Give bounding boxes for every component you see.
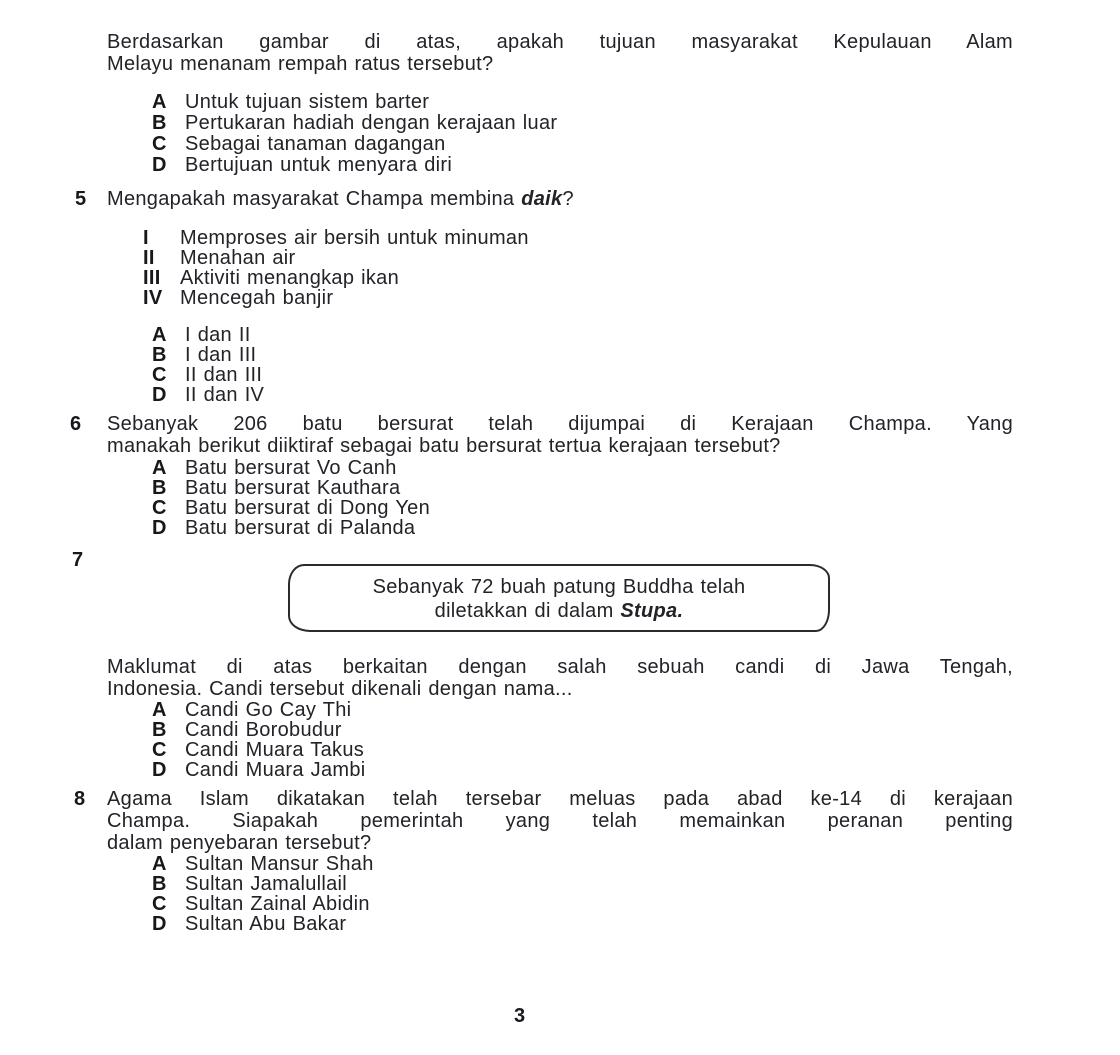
option-row (152, 914, 374, 934)
stem-line: Berdasarkan gambar di atas, apakah tujuan masyarakat Kepulauan Alam (107, 31, 1013, 53)
option-text: II dan III (185, 364, 263, 386)
option-letter: C (152, 133, 167, 155)
option-letter: C (152, 497, 167, 519)
stem-line: dalam penyebaran tersebut? (107, 832, 372, 854)
option-text: Batu bersurat Kauthara (185, 477, 401, 499)
statement-numeral: IV (143, 287, 163, 309)
question-6-number: 6 (70, 413, 82, 435)
stem-text: ? (562, 188, 574, 210)
stem-line: manakah berikut diiktiraf sebagai batu bersurat tertua kerajaan tersebut? (107, 435, 781, 457)
option-row (152, 478, 430, 498)
option-text: Candi Go Cay Thi (185, 699, 352, 721)
option-row (152, 760, 366, 780)
option-letter: C (152, 739, 167, 761)
question-8-number: 8 (74, 788, 86, 810)
statement-row (143, 288, 529, 308)
statement-row (143, 228, 529, 248)
option-letter: B (152, 477, 167, 499)
option-row (152, 874, 374, 894)
statement-text: Menahan air (180, 247, 296, 269)
option-letter: B (152, 112, 167, 134)
option-row (152, 700, 366, 720)
option-text: Sultan Jamalullail (185, 873, 348, 895)
option-text: I dan II (185, 324, 251, 346)
info-box-emphasis: Stupa. (620, 600, 684, 622)
option-text: II dan IV (185, 384, 265, 406)
option-text: Batu bersurat Vo Canh (185, 457, 397, 479)
option-row (152, 720, 366, 740)
option-text: Candi Muara Takus (185, 739, 365, 761)
option-row (152, 740, 366, 760)
question-6-stem (107, 413, 1013, 457)
stem-line: Agama Islam dikatakan telah tersebar meluas pada abad ke-14 di kerajaan (107, 788, 1013, 810)
info-box-text: diletakkan di dalam (434, 600, 621, 622)
option-row (152, 134, 557, 155)
question-8-stem (107, 788, 1013, 854)
statement-row (143, 268, 529, 288)
option-row (152, 155, 557, 176)
question-5-stem (107, 188, 1013, 210)
option-letter: A (152, 457, 167, 479)
question-5-statements (143, 228, 529, 308)
question-5-options (152, 325, 264, 405)
question-8-options (152, 854, 374, 934)
stem-text: Mengapakah masyarakat Champa membina (107, 188, 522, 210)
option-letter: A (152, 699, 167, 721)
option-text: Untuk tujuan sistem barter (185, 91, 430, 113)
option-text: Candi Muara Jambi (185, 759, 366, 781)
info-box-line: Sebanyak 72 buah patung Buddha telah (372, 576, 746, 598)
option-letter: D (152, 154, 167, 176)
option-letter: B (152, 344, 167, 366)
statement-numeral: III (143, 267, 161, 289)
statement-text: Aktiviti menangkap ikan (180, 267, 400, 289)
question-7-stem (107, 656, 1013, 700)
statement-text: Mencegah banjir (180, 287, 334, 309)
option-row (152, 113, 557, 134)
question-4-stem (107, 31, 1013, 75)
option-letter: A (152, 91, 167, 113)
option-letter: D (152, 517, 167, 539)
option-letter: C (152, 893, 167, 915)
option-letter: A (152, 324, 167, 346)
stem-emphasis: daik (521, 188, 563, 210)
option-row (152, 385, 264, 405)
statement-numeral: II (143, 247, 155, 269)
stem-line: Maklumat di atas berkaitan dengan salah sebuah candi di Jawa Tengah, (107, 656, 1013, 678)
option-letter: B (152, 719, 167, 741)
option-text: Sebagai tanaman dagangan (185, 133, 446, 155)
option-row (152, 518, 430, 538)
option-letter: C (152, 364, 167, 386)
question-7-options (152, 700, 366, 780)
option-text: Bertujuan untuk menyara diri (185, 154, 453, 176)
option-letter: D (152, 759, 167, 781)
option-text: Sultan Zainal Abidin (185, 893, 370, 915)
stem-line: Champa. Siapakah pemerintah yang telah memainkan peranan penting (107, 810, 1013, 832)
option-row (152, 894, 374, 914)
statement-text: Memproses air bersih untuk minuman (180, 227, 529, 249)
stem-line: Indonesia. Candi tersebut dikenali dengan nama... (107, 678, 573, 700)
statement-numeral: I (143, 227, 149, 249)
option-text: Batu bersurat di Palanda (185, 517, 416, 539)
option-letter: B (152, 873, 167, 895)
option-letter: D (152, 913, 167, 935)
question-5-number: 5 (75, 188, 87, 210)
option-row (152, 325, 264, 345)
option-row (152, 498, 430, 518)
option-text: Sultan Mansur Shah (185, 853, 374, 875)
stem-line: Melayu menanam rempah ratus tersebut? (107, 53, 494, 75)
option-row (152, 92, 557, 113)
question-7-number: 7 (72, 549, 84, 571)
option-row (152, 365, 264, 385)
option-text: Pertukaran hadiah dengan kerajaan luar (185, 112, 558, 134)
option-text: Candi Borobudur (185, 719, 342, 741)
option-letter: D (152, 384, 167, 406)
question-7-info-box (288, 564, 830, 632)
option-row (152, 854, 374, 874)
option-text: Batu bersurat di Dong Yen (185, 497, 431, 519)
stem-line: Sebanyak 206 batu bersurat telah dijumpai di Kerajaan Champa. Yang (107, 413, 1013, 435)
info-box-line (290, 599, 828, 623)
statement-row (143, 248, 529, 268)
page-number: 3 (514, 1005, 526, 1027)
option-letter: A (152, 853, 167, 875)
question-6-options (152, 458, 430, 538)
option-row (152, 345, 264, 365)
question-4-options (152, 92, 557, 176)
option-text: I dan III (185, 344, 257, 366)
option-text: Sultan Abu Bakar (185, 913, 347, 935)
option-row (152, 458, 430, 478)
